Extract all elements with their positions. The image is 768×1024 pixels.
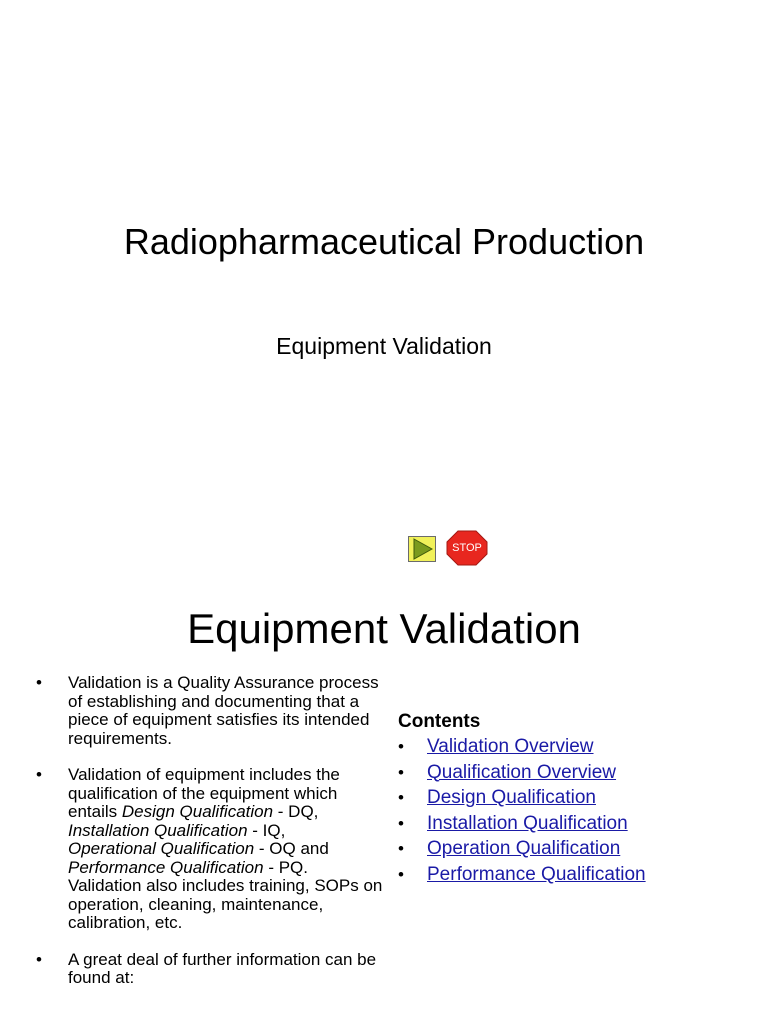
- stop-button[interactable]: [446, 530, 488, 566]
- play-button[interactable]: [408, 536, 436, 562]
- contents-item: [398, 862, 738, 888]
- contents-panel: [398, 710, 738, 888]
- bullet-marker: •: [398, 839, 404, 859]
- bullet-text: Validation is a Quality Assurance process of establishing and documenting that a piece of equipment satisfies its intended requirements.: [68, 673, 379, 748]
- contents-heading: Contents: [398, 711, 481, 732]
- performance-qualification-term: Performance Qualification: [68, 857, 264, 877]
- contents-item: [398, 785, 738, 811]
- link-design-qualification[interactable]: Design Qualification: [427, 787, 596, 809]
- link-performance-qualification[interactable]: Performance Qualification: [427, 863, 646, 885]
- operational-qualification-term: Operational Qualification: [68, 839, 255, 858]
- slide-title: Equipment Validation: [187, 605, 581, 652]
- link-validation-overview[interactable]: Validation Overview: [427, 736, 594, 757]
- slide-title: Radiopharmaceutical Production: [123, 221, 645, 262]
- bullet-item: [36, 674, 386, 748]
- bullet-marker: •: [398, 788, 404, 808]
- bullet-marker: •: [36, 765, 42, 784]
- bullet-marker: •: [398, 864, 404, 884]
- contents-item: [398, 760, 738, 786]
- link-installation-qualification[interactable]: Installation Qualification: [427, 812, 628, 834]
- bullet-marker: •: [398, 762, 404, 782]
- link-qualification-overview[interactable]: Qualification Overview: [427, 761, 617, 783]
- bullet-marker: •: [36, 673, 42, 692]
- link-operation-qualification[interactable]: Operation Qualification: [427, 838, 621, 860]
- bullet-marker: •: [36, 949, 42, 969]
- bullet-text: Validation of equipment includes the qualification of the equipment which entails Design Qualification - DQ, Installation Qualification - IQ, Operational Qualification - OQ and Performance Qualification - PQ. Validation also includes training, SOPs on operation, cleaning, maintenance, calibration, etc.: [68, 765, 383, 932]
- play-icon: [411, 538, 433, 560]
- bullet-marker: •: [398, 737, 404, 756]
- slide-subtitle: Equipment Validation: [276, 333, 492, 359]
- contents-item: [398, 734, 738, 760]
- design-qualification-term: Design Qualification: [121, 802, 274, 821]
- installation-qualification-term: Installation Qualification: [68, 820, 248, 840]
- bullet-marker: •: [398, 813, 404, 833]
- bullet-item: [36, 951, 386, 988]
- bullet-item: [36, 766, 386, 933]
- stop-label: STOP: [452, 542, 482, 554]
- contents-list: [398, 734, 738, 888]
- bullet-list: [36, 674, 386, 1006]
- contents-item: [398, 836, 738, 862]
- bullet-text: A great deal of further information can be found at:: [68, 949, 377, 987]
- contents-item: [398, 811, 738, 837]
